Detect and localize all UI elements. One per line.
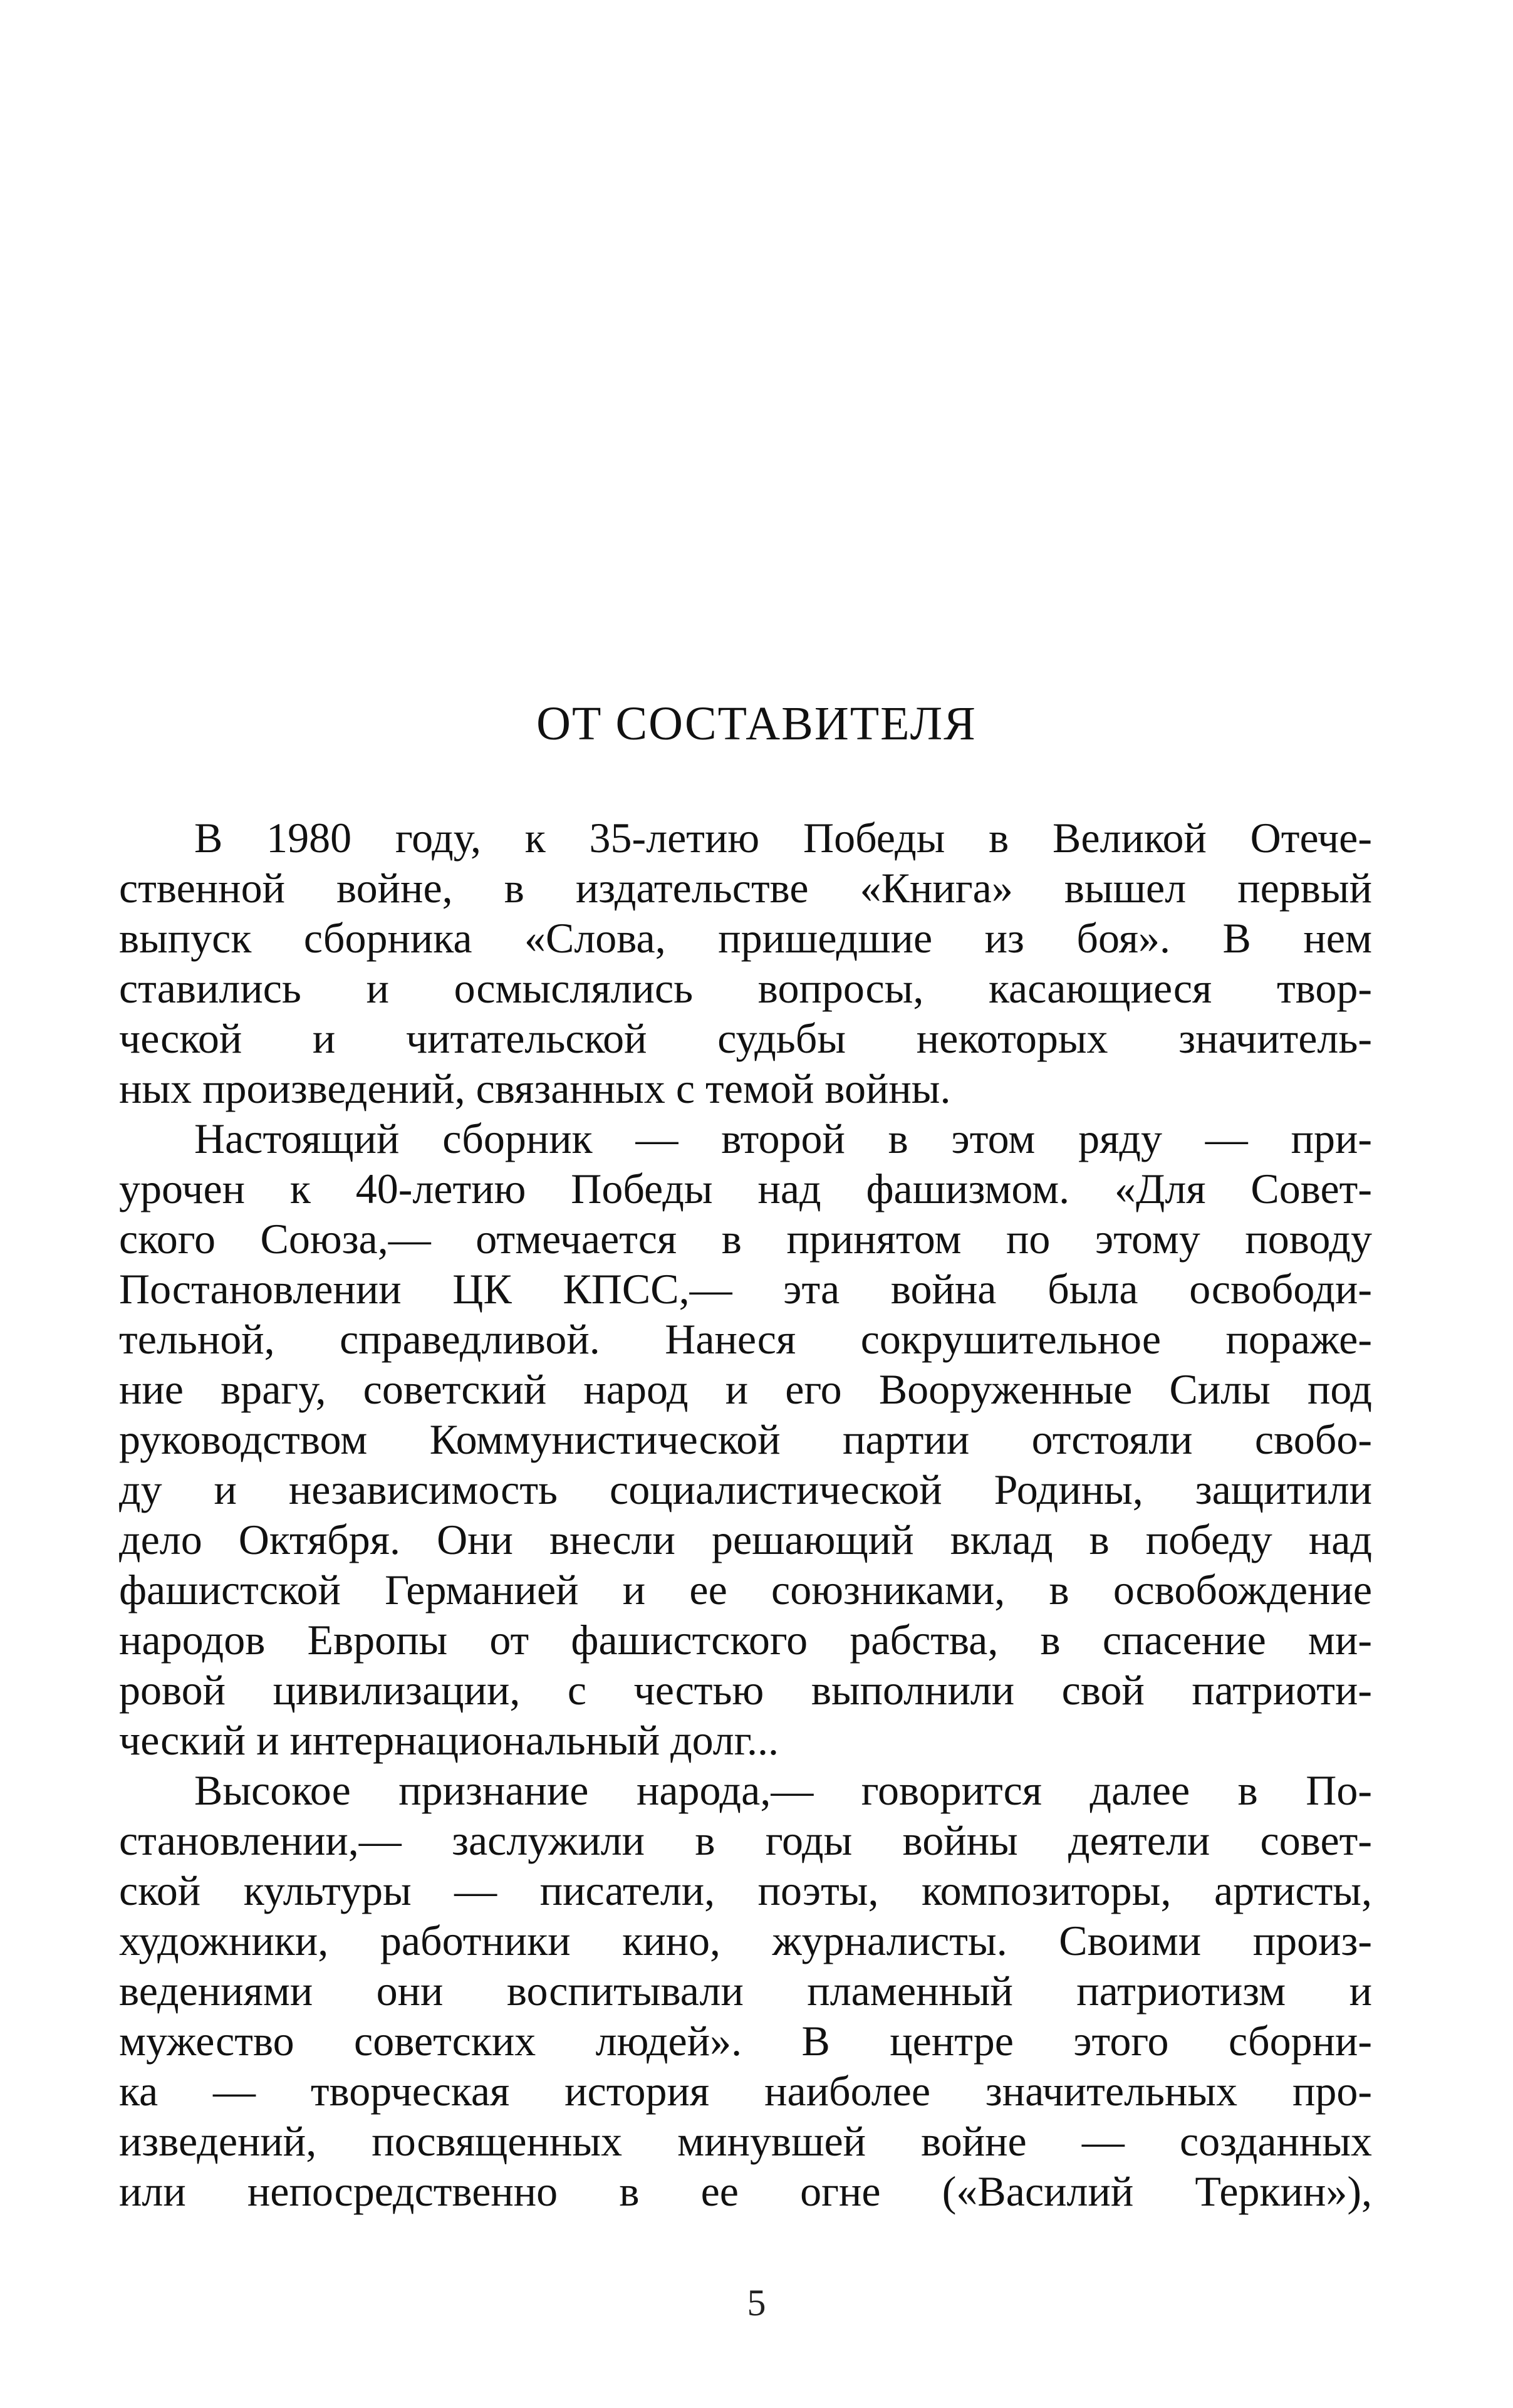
text-line: урочен к 40-летию Победы над фашизмом. «Для Совет- — [119, 1165, 1372, 1212]
text-line: ставились и осмыслялись вопросы, касающиеся твор- — [119, 964, 1372, 1012]
text-line: мужество советских людей». В центре этого сборни- — [119, 2017, 1372, 2065]
text-line: Настоящий сборник — второй в этом ряду — при- — [194, 1115, 1372, 1162]
text-line: Высокое признание народа,— говорится далее в По- — [194, 1766, 1372, 1814]
text-line: ческий и интернациональный долг... — [119, 1716, 779, 1764]
text-line: руководством Коммунистической партии отстояли свобо- — [119, 1415, 1372, 1463]
text-line: ных произведений, связанных с темой войны. — [119, 1065, 951, 1112]
text-line: дело Октября. Они внесли решающий вклад в победу над — [119, 1516, 1372, 1563]
text-line: ской культуры — писатели, поэты, композиторы, артисты, — [119, 1867, 1372, 1914]
text-line: ровой цивилизации, с честью выполнили свой патриоти- — [119, 1666, 1372, 1714]
text-line: ведениями они воспитывали пламенный патриотизм и — [119, 1967, 1372, 2014]
page-number: 5 — [747, 2282, 766, 2323]
text-line: ние врагу, советский народ и его Вооруженные Силы под — [119, 1365, 1372, 1413]
text-line: ственной войне, в издательстве «Книга» вышел первый — [119, 864, 1372, 912]
text-line: Постановлении ЦК КПСС,— эта война была освободи- — [119, 1265, 1372, 1313]
text-line: В 1980 году, к 35-летию Победы в Великой Отече- — [194, 814, 1372, 862]
text-line: становлении,— заслужили в годы войны деятели совет- — [119, 1816, 1372, 1864]
text-line: тельной, справедливой. Нанеся сокрушительное пораже- — [119, 1315, 1372, 1363]
text-line: ского Союза,— отмечается в принятом по этому поводу — [119, 1215, 1372, 1263]
text-line: ческой и читательской судьбы некоторых значитель- — [119, 1014, 1372, 1062]
text-line: ка — творческая история наиболее значительных про- — [119, 2067, 1372, 2115]
text-line: ду и независимость социалистической Родины, защитили — [119, 1466, 1372, 1513]
text-line: изведений, посвященных минувшей войне — созданных — [119, 2117, 1372, 2165]
text-line: народов Европы от фашистского рабства, в спасение ми- — [119, 1616, 1372, 1664]
text-line: или непосредственно в ее огне («Василий Теркин»), — [119, 2167, 1372, 2215]
text-line: фашистской Германией и ее союзниками, в освобождение — [119, 1566, 1372, 1613]
chapter-heading: ОТ СОСТАВИТЕЛЯ — [536, 697, 977, 750]
text-line: художники, работники кино, журналисты. Своими произ- — [119, 1917, 1372, 1964]
text-line: выпуск сборника «Слова, пришедшие из боя». В нем — [119, 914, 1372, 962]
